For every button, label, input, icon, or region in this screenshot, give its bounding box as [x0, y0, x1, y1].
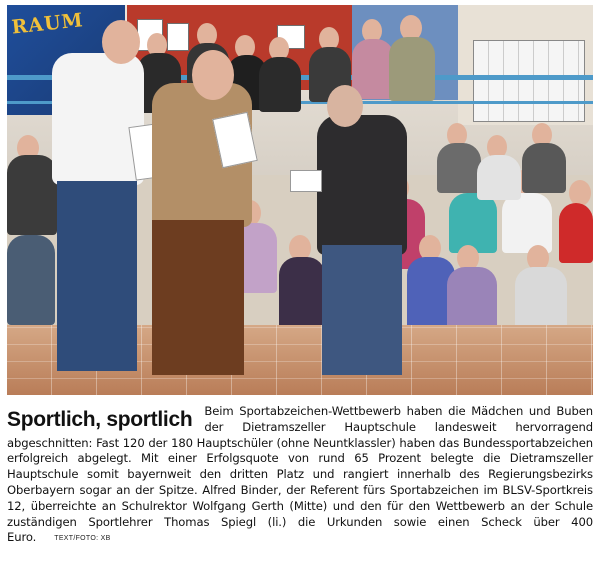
student: [7, 235, 55, 325]
student: [449, 193, 497, 253]
student: [569, 180, 591, 206]
student: [259, 57, 301, 112]
wall-lettering: RAUM: [10, 9, 85, 39]
photo-collage-board: [473, 40, 585, 122]
student: [522, 143, 566, 193]
student: [559, 203, 593, 263]
wall-poster: [167, 23, 189, 51]
photo: [7, 5, 593, 395]
man-middle-pants: [152, 220, 244, 375]
article-caption: [7, 404, 593, 556]
man-middle-head: [192, 50, 234, 100]
man-right-jacket: [317, 115, 407, 255]
man-left-head: [102, 20, 140, 64]
article-headline: Sportlich, sportlich: [7, 408, 193, 431]
student: [502, 193, 552, 253]
cheque: [290, 170, 322, 192]
man-right-pants: [322, 245, 402, 375]
man-left-shirt: [52, 53, 144, 185]
man-left-jeans: [57, 181, 137, 371]
student: [389, 37, 435, 101]
student: [477, 155, 521, 200]
article-body-text: Beim Sportabzeichen-Wettbewerb haben die Mädchen und Buben der Dietramszeller Hauptschule landesweit hervorragend abgeschnitten: Fast 120 der 180 Hauptschüler (ohne Neuntklassler) haben das Bundessportabzeichen erfolgreich abgelegt. Mit einer Erfolgsquote von rund 65 Prozent belegte die Dietramszeller Hauptschule somit bayernweit den dritten Platz und rangiert innerhalb des Regierungsbezirks Oberbayern sogar an der Spitze. Alfred Binder, der Referent fürs Sportabzeichen im BLSV-Sportkreis 12, überreichte an Schulrektor Wolfgang Gerth (Mitte) und den für den Wettbewerb an der Schule zuständigen Sportlehrer Thomas Spiegl (li.) die Urkunden sowie einen Scheck über 400 Euro.: [7, 404, 593, 545]
photo-credit: TEXT/FOTO: XB: [54, 535, 111, 543]
student: [7, 155, 57, 235]
student: [352, 39, 394, 99]
man-right-head: [327, 85, 363, 127]
student: [437, 143, 481, 193]
